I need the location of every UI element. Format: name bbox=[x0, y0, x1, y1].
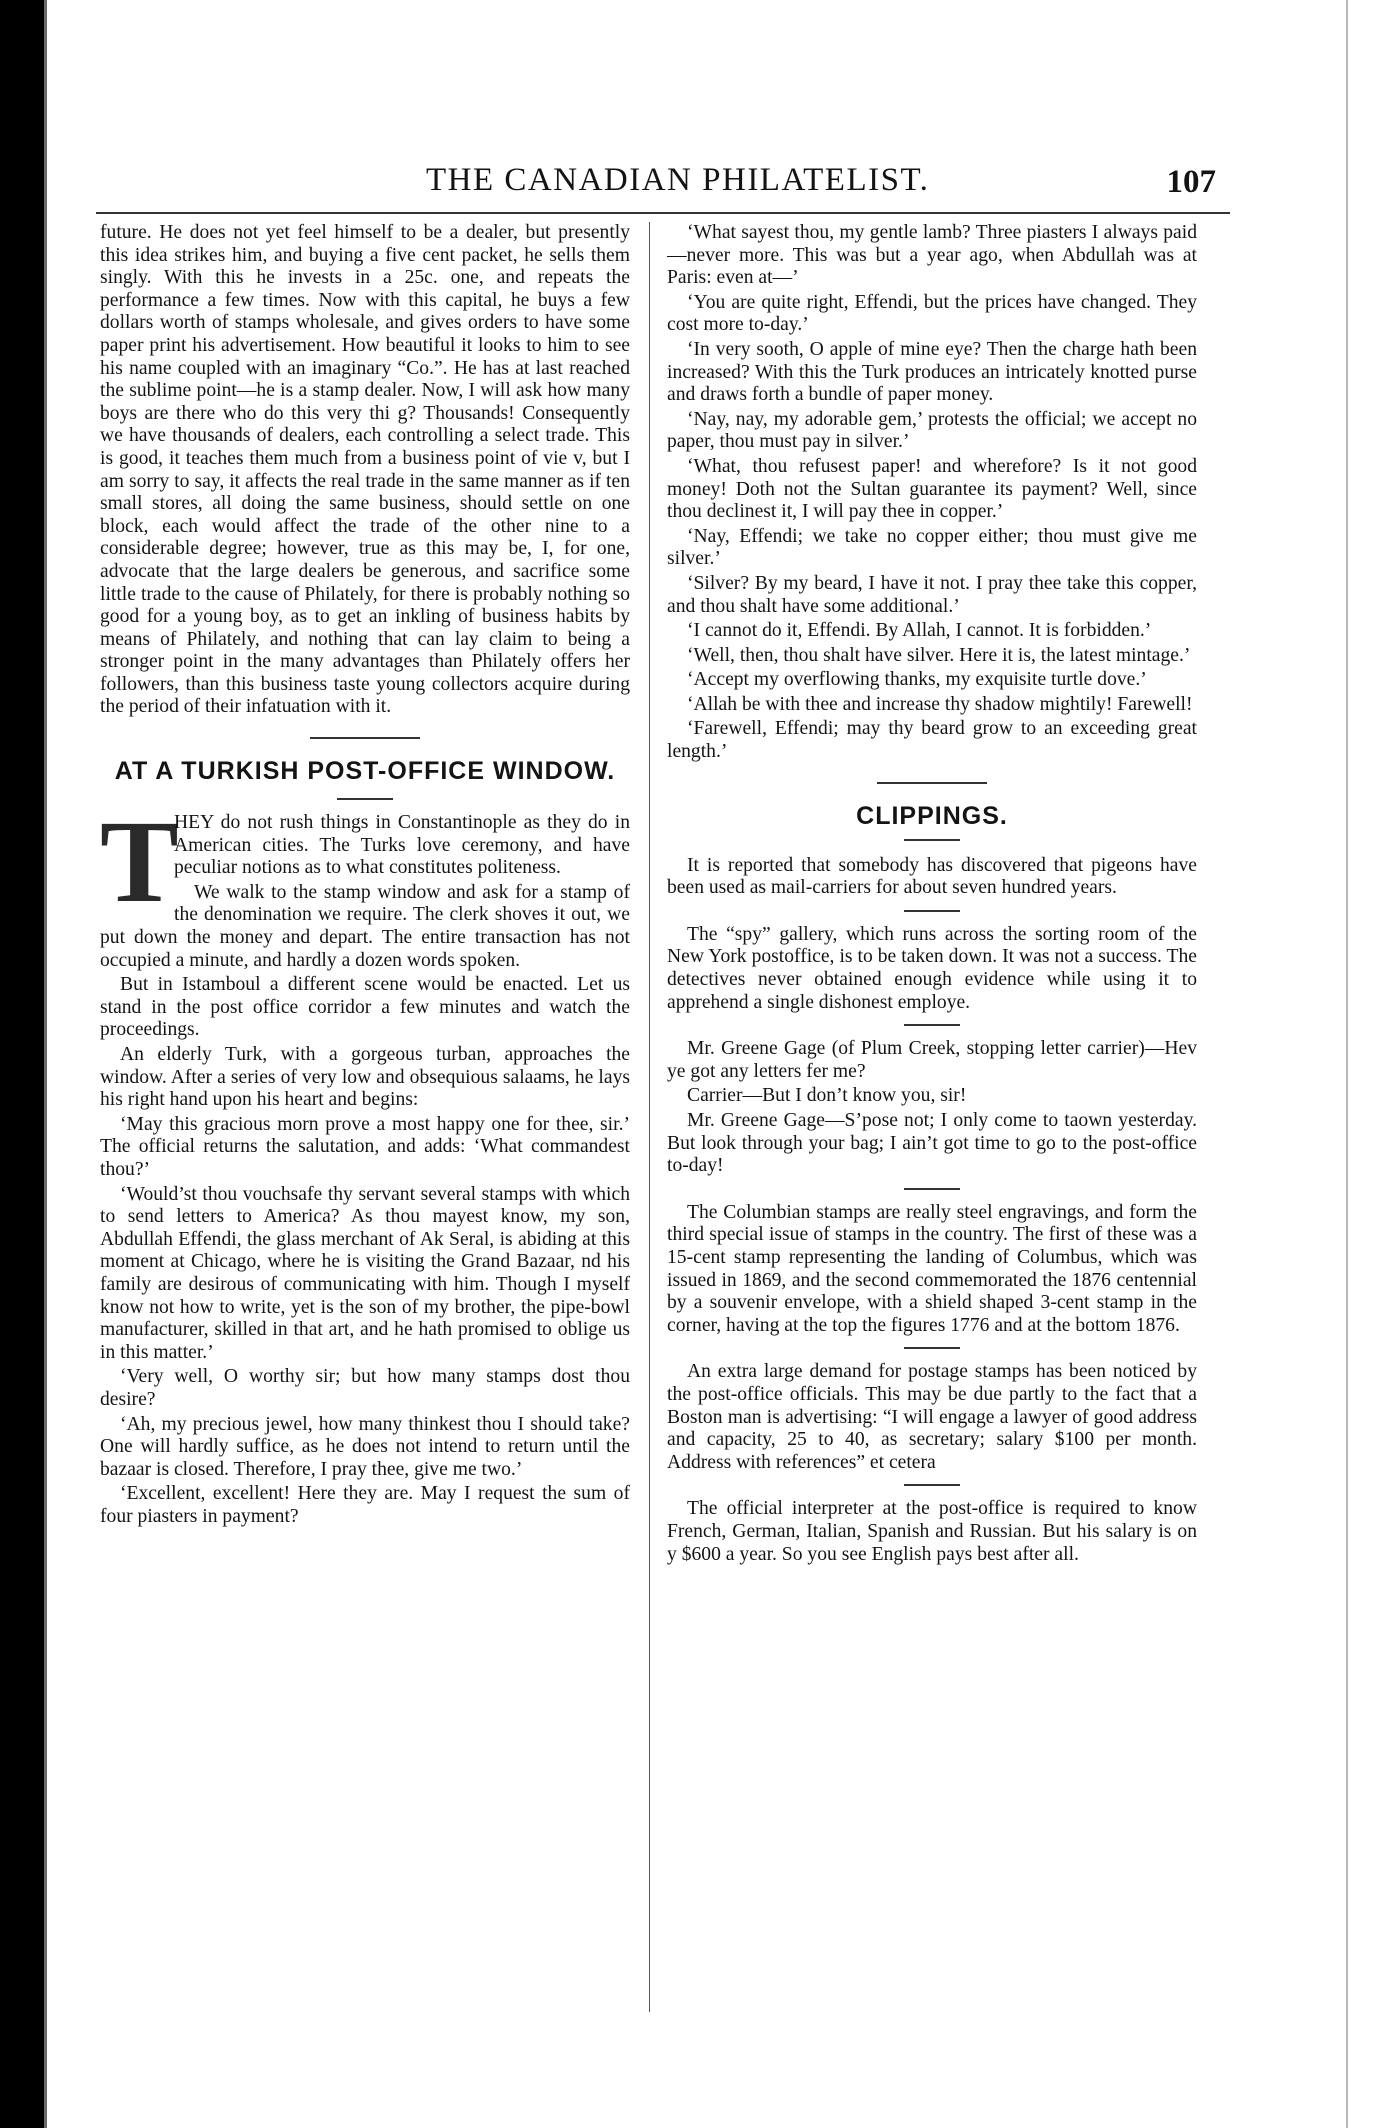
dialogue-paragraph: ‘Silver? By my beard, I have it not. I pray thee take this copper, and thou shalt have some additional.’ bbox=[667, 572, 1197, 617]
intro-paragraph: future. He does not yet feel himself to be a dealer, but presently this idea strikes him, and buying a five cent packet, he sells them singly. With this he invests in a 25c. one, and repeats the performance a few times. Now with this capital, he buys a few dollars worth of stamps wholesale, and gives orders to have some paper print his advertisement. How beautiful it looks to him to see his name coupled with an imaginary “Co.”. He has at last reached the sublime point—he is a stamp dealer. Now, I will ask how many boys are there who do this very thi g? Thousands! Consequently we have thousands of dealers, each controlling a select trade. This is good, it teaches them much from a business point of vie v, but I am sorry to say, it affects the real trade in the same manner as if ten small stores, all doing the same business, should settle on one block, each would affect the trade of the other nine to a considerable degree; however, true as this may be, I, for one, advocate that the large dealers be generous, and sacrifice some little trade to the cause of Philately, for there is probably nothing so good for a young boy, as to get an inkling of business habits by means of Philately, and nothing that can lay claim to being a stronger point in the many advantages than Philately offers her followers, than this business taste young collectors acquire during the period of their infatuation with it. bbox=[100, 222, 630, 718]
article-paragraph: ‘Ah, my precious jewel, how many thinkest thou I should take? One will hardly suffice, as he does not intend to return until the bazaar is closed. Therefore, I pray thee, give me two.’ bbox=[100, 1413, 630, 1480]
dialogue-paragraph: ‘Allah be with thee and increase thy shadow mightily! Farewell! bbox=[687, 693, 1193, 715]
clipping-paragraph: The Columbian stamps are really steel engravings, and form the third special issue of stamps in the country. The first of these was a 15-cent stamp representing the landing of Columbus, which was issued in 1869, and the second commemorated the 1876 centennial by a souvenir envelope, with a shield shaped 3-cent stamp in the corner, having at the top the figures 1776 and at the bottom 1876. bbox=[667, 1201, 1197, 1336]
dialogue-paragraph: ‘Nay, Effendi; we take no copper either; thou must give me silver.’ bbox=[667, 525, 1197, 570]
dialogue-paragraph: ‘Accept my overflowing thanks, my exquisite turtle dove.’ bbox=[687, 669, 1147, 691]
section-divider bbox=[310, 737, 420, 739]
dialogue-paragraph: ‘Farewell, Effendi; may thy beard grow to an exceeding great length.’ bbox=[667, 718, 1197, 763]
article-paragraph: We walk to the stamp window and ask for a stamp of the denomination we require. The clerk shoves it out, we put down the money and depart. The entire transaction has not occupied a minute, and hardly a dozen words spoken. bbox=[100, 881, 630, 971]
dialogue-paragraph: ‘I cannot do it, Effendi. By Allah, I cannot. It is forbidden.’ bbox=[687, 620, 1152, 642]
right-column bbox=[667, 222, 1197, 2052]
article-paragraph: An elderly Turk, with a gorgeous turban, approaches the window. After a series of very low and obsequious salaams, he lays his right hand upon his heart and begins: bbox=[100, 1044, 630, 1111]
article-paragraph: But in Istamboul a different scene would be enacted. Let us stand in the post office corridor a few minutes and watch the proceedings. bbox=[100, 974, 630, 1041]
article-paragraph: ‘May this gracious morn prove a most happy one for thee, sir.’ The official returns the salutation, and adds: ‘What commandest thou?’ bbox=[100, 1113, 630, 1180]
clipping-divider bbox=[904, 1347, 960, 1349]
scan-edge-left bbox=[0, 0, 44, 2128]
clipping-paragraph: Mr. Greene Gage—S’pose not; I only come to taown yesterday. But look through your bag; I ain’t got time to go to the post-office to-day! bbox=[667, 1110, 1197, 1177]
document-page bbox=[96, 150, 1230, 2080]
dialogue-paragraph: ‘In very sooth, O apple of mine eye? Then the charge hath been increased? With this the Turk produces an intricately knotted purse and draws forth a bundle of paper money. bbox=[667, 338, 1197, 406]
running-header bbox=[96, 162, 1230, 206]
article-body bbox=[100, 812, 630, 1530]
running-title: THE CANADIAN PHILATELIST. bbox=[426, 162, 930, 198]
article-paragraph: ‘Would’st thou vouchsafe thy servant several stamps with which to send letters to America? As thou mayest know, my son, Abdullah Effendi, the glass merchant of Ak Seral, is abiding at this moment at Chicago, where he is visiting the Grand Bazaar, nd his family are desirous of communicating with him. Though I myself know not how to write, yet is the son of my brother, the pipe-bowl manufacturer, skilled in that art, and he hath promised to oblige us in this matter.’ bbox=[100, 1183, 630, 1363]
header-rule bbox=[96, 212, 1230, 214]
clipping-divider bbox=[904, 1484, 960, 1486]
clippings-heading: CLIPPINGS. bbox=[856, 801, 1008, 830]
clipping-paragraph: Carrier—But I don’t know you, sir! bbox=[687, 1085, 967, 1107]
article-paragraph: HEY do not rush things in Constantinople as they do in American cities. The Turks love ceremony, and have peculiar notions as to what constitutes politeness. bbox=[174, 812, 630, 879]
drop-cap: T bbox=[100, 812, 179, 928]
dialogue-paragraph: ‘What sayest thou, my gentle lamb? Three piasters I always paid—never more. This was but a year ago, when Abdullah was at Paris: even at—’ bbox=[667, 222, 1197, 289]
scan-edge-right bbox=[1346, 0, 1348, 2128]
page-number: 107 bbox=[1166, 164, 1216, 200]
clipping-paragraph: It is reported that somebody has discovered that pigeons have been used as mail-carriers for about seven hundred years. bbox=[667, 854, 1197, 899]
left-column bbox=[100, 222, 630, 2052]
heading-divider bbox=[904, 839, 960, 841]
dialogue-paragraph: ‘What, thou refusest paper! and wherefore? Is it not good money! Doth not the Sultan guarantee its payment? Well, since thou declinest it, I will pay thee in copper.’ bbox=[667, 455, 1197, 523]
clipping-paragraph: An extra large demand for postage stamps has been noticed by the post-office officials. This may be due partly to the fact that a Boston man is advertising: “I will engage a lawyer of good address and capacity, 25 to 40, as secretary; salary $100 per month. Address with references” et cetera bbox=[667, 1361, 1197, 1473]
clipping-paragraph: Mr. Greene Gage (of Plum Creek, stopping letter carrier)—Hev ye got any letters fer me? bbox=[667, 1038, 1197, 1082]
dialogue-paragraph: ‘Well, then, thou shalt have silver. Here it is, the latest mintage.’ bbox=[687, 644, 1191, 666]
article-paragraph: ‘Excellent, excellent! Here they are. May I request the sum of four piasters in payment? bbox=[100, 1483, 630, 1527]
article-heading: AT A TURKISH POST-OFFICE WINDOW. bbox=[114, 757, 616, 786]
scan-edge-inner bbox=[44, 0, 47, 2128]
dialogue-paragraph: ‘You are quite right, Effendi, but the prices have changed. They cost more to-day.’ bbox=[667, 291, 1197, 336]
article-paragraph: ‘Very well, O worthy sir; but how many stamps dost thou desire? bbox=[100, 1366, 630, 1410]
column-divider bbox=[649, 222, 650, 2012]
section-divider bbox=[877, 782, 987, 784]
heading-divider bbox=[337, 798, 393, 800]
clipping-divider bbox=[904, 910, 960, 912]
dialogue-paragraph: ‘Nay, nay, my adorable gem,’ protests the official; we accept no paper, thou must pay in silver.’ bbox=[667, 408, 1197, 453]
clipping-paragraph: The “spy” gallery, which runs across the sorting room of the New York postoffice, is to be taken down. It was not a success. The detectives never obtained enough evidence while using it to apprehend a single dishonest employe. bbox=[667, 923, 1197, 1013]
clipping-divider bbox=[904, 1024, 960, 1026]
clipping-paragraph: The official interpreter at the post-office is required to know French, German, Italian, Spanish and Russian. But his salary is on y $600 a year. So you see English pays best after all. bbox=[667, 1498, 1197, 1565]
clipping-divider bbox=[904, 1188, 960, 1190]
